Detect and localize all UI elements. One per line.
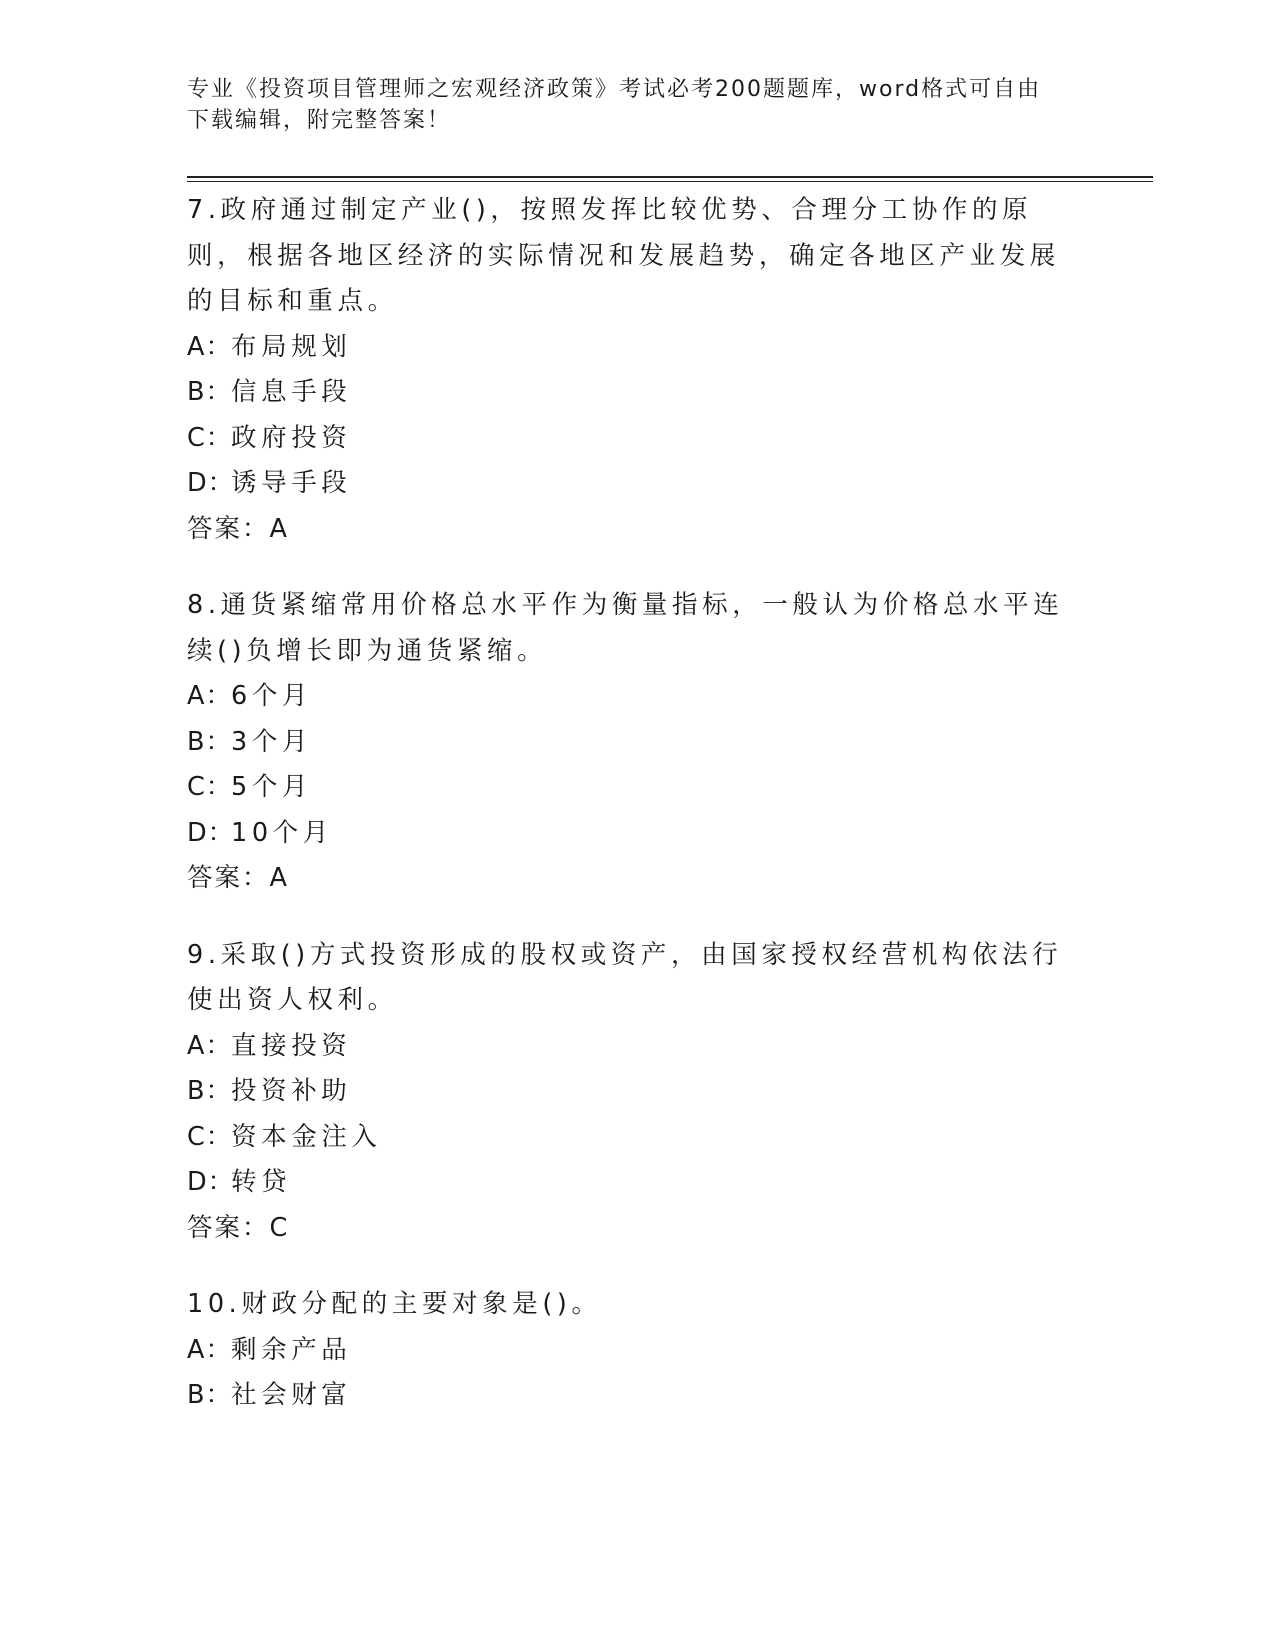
answer: 答案：A xyxy=(187,513,289,544)
option-text: 6个月 xyxy=(231,681,313,711)
option-key: C： xyxy=(187,1121,233,1152)
option-key: B： xyxy=(187,377,232,407)
option-b xyxy=(187,1069,1067,1115)
option-key: A： xyxy=(187,1030,232,1061)
header-line-2: 下载编辑，附完整答案！ xyxy=(187,108,452,133)
question-stem: 10.财政分配的主要对象是()。 xyxy=(187,1289,602,1319)
question-10 xyxy=(187,1282,1067,1419)
option-text: 转贷 xyxy=(231,1167,292,1197)
question-stem: 9.采取()方式投资形成的股权或资产，由国家授权经营机构依法行使出资人权利。 xyxy=(187,939,1063,1015)
option-key: D： xyxy=(187,1167,235,1197)
option-c xyxy=(187,1115,1067,1161)
question-stem: 7.政府通过制定产业()，按照发挥比较优势、合理分工协作的原则，根据各地区经济的实际情况和发展趋势，确定各地区产业发展的目标和重点。 xyxy=(187,195,1060,316)
option-c xyxy=(187,416,1067,462)
option-key: B： xyxy=(187,1076,232,1106)
option-a xyxy=(187,1024,1067,1070)
option-key: B： xyxy=(187,726,232,757)
question-8 xyxy=(187,583,1067,902)
option-b xyxy=(187,370,1067,416)
option-text: 社会财富 xyxy=(231,1380,352,1410)
option-key: C： xyxy=(187,422,233,453)
option-a xyxy=(187,325,1067,371)
answer: 答案：A xyxy=(187,863,289,893)
option-key: D： xyxy=(187,468,235,498)
option-key: A： xyxy=(187,331,232,362)
option-text: 投资补助 xyxy=(231,1076,352,1106)
option-text: 资本金注入 xyxy=(231,1121,382,1152)
question-9 xyxy=(187,933,1067,1252)
option-c xyxy=(187,765,1067,811)
header-divider-thin xyxy=(187,181,1153,182)
option-key: C： xyxy=(187,772,233,802)
option-key: A： xyxy=(187,681,232,711)
option-a xyxy=(187,674,1067,720)
document-header xyxy=(187,74,1087,136)
option-d xyxy=(187,1160,1067,1206)
option-text: 3个月 xyxy=(231,726,313,757)
option-text: 直接投资 xyxy=(231,1030,352,1061)
option-key: D： xyxy=(187,817,235,848)
question-stem: 8.通货紧缩常用价格总水平作为衡量指标，一般认为价格总水平连续()负增长即为通货紧缩。 xyxy=(187,590,1064,666)
option-a xyxy=(187,1328,1067,1374)
option-key: B： xyxy=(187,1380,232,1410)
option-text: 诱导手段 xyxy=(231,468,352,498)
header-line-1: 专业《投资项目管理师之宏观经济政策》考试必考200题题库，word格式可自由 xyxy=(187,77,1042,102)
option-text: 信息手段 xyxy=(231,377,352,407)
option-text: 5个月 xyxy=(231,772,313,802)
option-key: A： xyxy=(187,1334,232,1365)
option-text: 10个月 xyxy=(231,817,333,848)
option-text: 剩余产品 xyxy=(231,1334,352,1365)
question-7 xyxy=(187,188,1067,552)
option-text: 布局规划 xyxy=(231,331,352,362)
option-b xyxy=(187,1373,1067,1419)
option-text: 政府投资 xyxy=(231,422,352,453)
header-divider-thick xyxy=(187,176,1153,178)
option-b xyxy=(187,720,1067,766)
question-list xyxy=(187,188,1067,1450)
option-d xyxy=(187,811,1067,857)
option-d xyxy=(187,461,1067,507)
answer: 答案：C xyxy=(187,1212,290,1243)
